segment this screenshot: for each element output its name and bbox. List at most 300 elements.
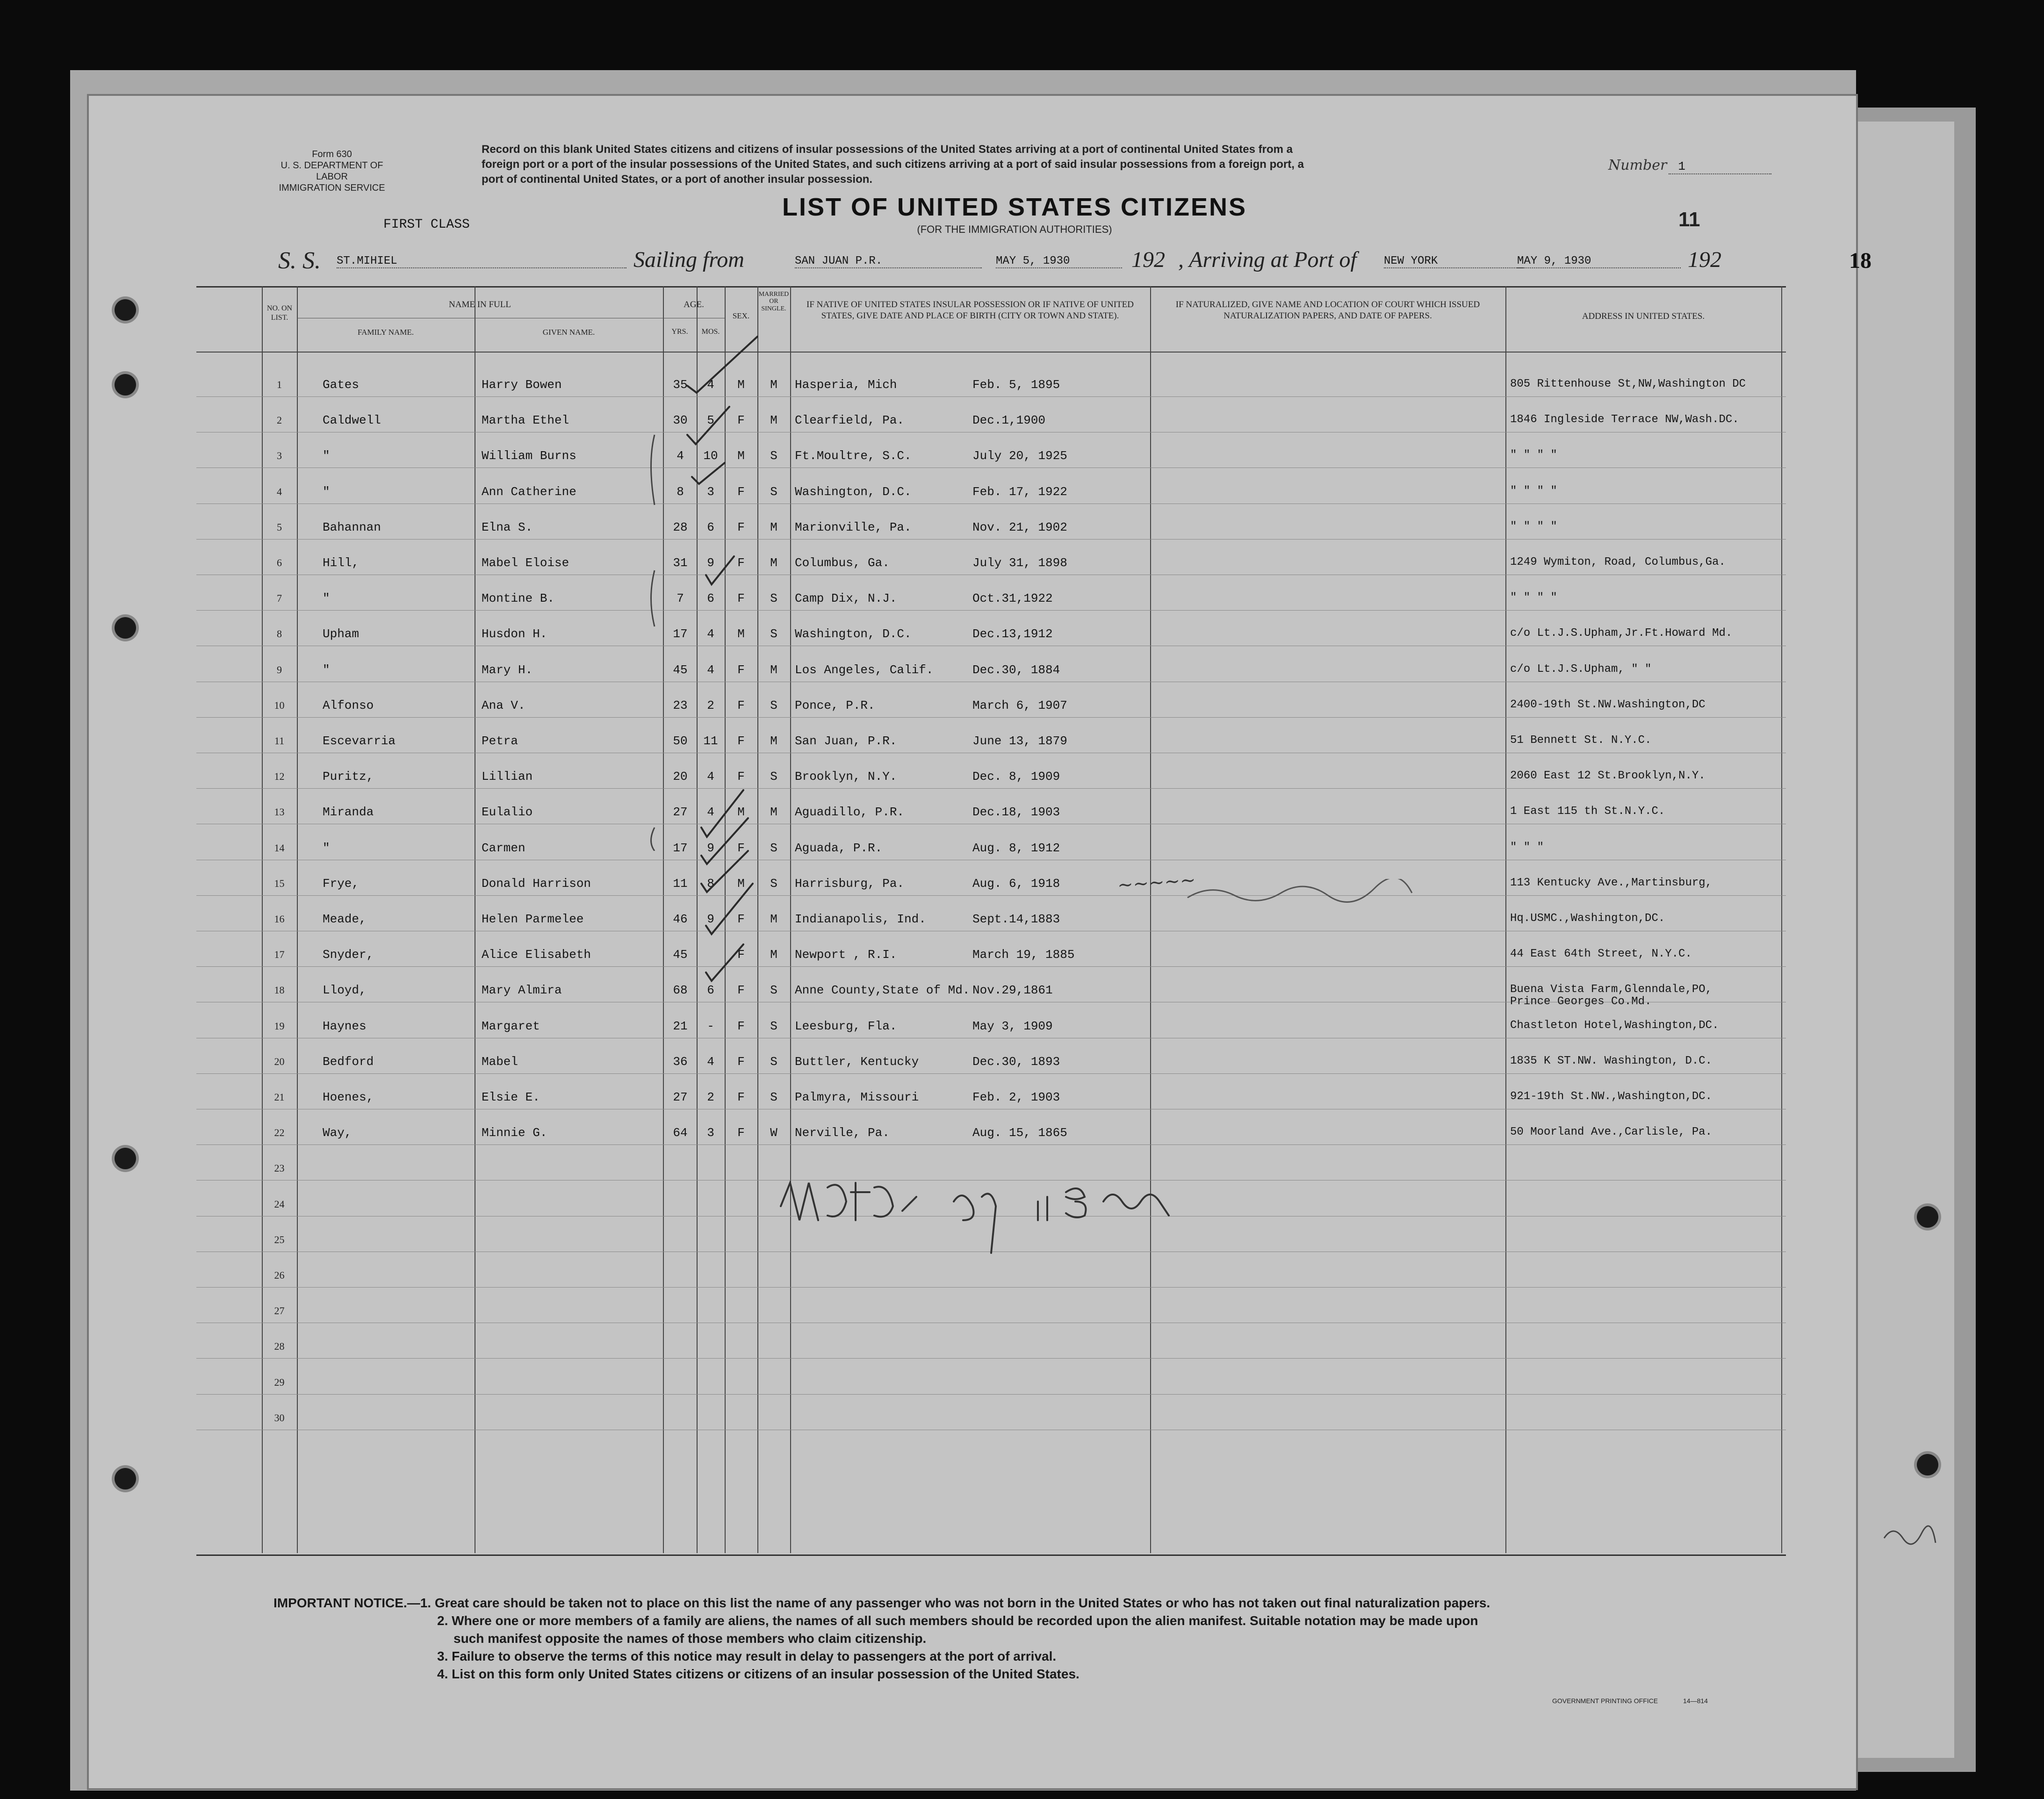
age-months-cell: 4 (707, 627, 714, 641)
col-header-married: MARRIED OR SINGLE. (758, 291, 789, 312)
row-number: 19 (274, 1020, 285, 1032)
given-name-cell: William Burns (482, 449, 576, 463)
given-name-cell: Margaret (482, 1019, 540, 1033)
marital-status-cell: M (770, 912, 777, 926)
binder-hole-icon (115, 1468, 136, 1490)
form-service: IMMIGRATION SERVICE (279, 183, 385, 193)
age-years-cell: 45 (673, 948, 688, 962)
row-number: 4 (277, 485, 282, 497)
row-number: 16 (274, 913, 285, 925)
col-divider (1781, 286, 1782, 1553)
marital-status-cell: M (770, 805, 777, 820)
from-port: SAN JUAN P.R. (795, 255, 982, 268)
address-cell: Buena Vista Farm,Glenndale,PO, (1510, 983, 1713, 996)
age-months-cell: 2 (707, 1090, 714, 1104)
col-header-naturalized: IF NATURALIZED, GIVE NAME AND LOCATION OF COURT WHICH ISSUED NATURALIZATION PAPERS, AND DATE OF PAPERS. (1175, 300, 1480, 321)
notice-item: 4. List on this form only United States citizens or citizens of an insular possession of the United States. (437, 1667, 1080, 1681)
given-name-cell: Montine B. (482, 591, 555, 606)
arrive-date: MAY 9, 1930 (1517, 255, 1681, 268)
row-number: 9 (277, 663, 282, 676)
col-header-birth: IF NATIVE OF UNITED STATES INSULAR POSSESSION OR IF NATIVE OF UNITED STATES, GIVE DATE AND PLACE OF BIRTH (CITY OR TOWN AND STATE). (806, 300, 1134, 321)
age-months-cell: 4 (707, 770, 714, 784)
birthplace-cell: Indianapolis, Ind. (795, 912, 926, 926)
address-cell: 1846 Ingleside Terrace NW,Wash.DC. (1510, 413, 1739, 426)
marital-status-cell: M (770, 413, 777, 428)
row-number: 5 (277, 521, 282, 533)
sex-cell: F (737, 912, 745, 926)
birthdate-cell: March 19, 1885 (972, 948, 1075, 962)
age-years-cell: 30 (673, 413, 688, 428)
birthplace-cell: San Juan, P.R. (795, 734, 897, 748)
birthdate-cell: Dec.13,1912 (972, 627, 1053, 641)
marital-status-cell: S (770, 983, 777, 998)
sailing-label: Sailing from (633, 247, 744, 272)
row-number: 2 (277, 414, 282, 426)
handwritten-signature (776, 1169, 1234, 1262)
header-bottom-rule (196, 352, 1786, 353)
family-name-cell: Escevarria (323, 734, 396, 748)
age-months-cell: 4 (707, 1054, 714, 1069)
row-number: 13 (274, 806, 285, 818)
birthdate-cell: Feb. 5, 1895 (972, 378, 1060, 392)
given-name-cell: Petra (482, 734, 518, 748)
age-years-cell: 64 (673, 1126, 688, 1140)
handwritten-remark (1183, 879, 1417, 907)
marital-status-cell: S (770, 1090, 777, 1104)
age-years-cell: 45 (673, 662, 688, 677)
sex-cell: F (737, 1054, 745, 1069)
sex-cell: M (737, 627, 745, 641)
marital-status-cell: M (770, 734, 777, 748)
col-header-family: FAMILY NAME. (357, 328, 414, 337)
marital-status-cell: M (770, 378, 777, 392)
sex-cell: F (737, 591, 745, 606)
age-months-cell: 9 (707, 841, 714, 855)
age-months-cell: 4 (707, 378, 714, 392)
row-number: 10 (274, 699, 285, 711)
handwritten-note: ~~~~~ (1116, 869, 1196, 896)
row-rule (196, 610, 1786, 611)
marital-status-cell: S (770, 698, 777, 712)
binder-hole-icon (1917, 1206, 1938, 1228)
family-name-cell: Hoenes, (323, 1090, 374, 1104)
address-cell: Hq.USMC.,Washington,DC. (1510, 912, 1665, 925)
birthplace-cell: Los Angeles, Calif. (795, 662, 934, 677)
family-name-cell: Meade, (323, 912, 367, 926)
notice-label: IMPORTANT NOTICE. (273, 1596, 407, 1610)
address-cell: 1249 Wymiton, Road, Columbus,Ga. (1510, 556, 1726, 568)
birthdate-cell: May 3, 1909 (972, 1019, 1053, 1033)
printer-imprint: GOVERNMENT PRINTING OFFICE (1552, 1697, 1658, 1705)
birthplace-cell: Camp Dix, N.J. (795, 591, 897, 606)
col-divider (1150, 286, 1151, 1553)
printer-code: 14—814 (1683, 1697, 1708, 1705)
ss-label: S. S. (278, 247, 321, 274)
sex-cell: F (737, 948, 745, 962)
row-rule (196, 1358, 1786, 1359)
family-name-cell: Gates (323, 378, 360, 392)
birthdate-cell: Dec.18, 1903 (972, 805, 1060, 820)
age-years-cell: 31 (673, 556, 688, 570)
family-name-cell: Hill, (323, 556, 360, 570)
age-years-cell: 36 (673, 1054, 688, 1069)
form-department: U. S. DEPARTMENT OF LABOR (281, 160, 383, 182)
age-months-cell: 11 (703, 734, 718, 748)
marital-status-cell: M (770, 556, 777, 570)
row-number: 11 (274, 735, 285, 747)
address-cell: 2400-19th St.NW.Washington,DC (1510, 698, 1706, 711)
notice-item: such manifest opposite the names of those members who claim citizenship. (453, 1631, 927, 1646)
address-cell: 1835 K ST.NW. Washington, D.C. (1510, 1054, 1713, 1067)
given-name-cell: Elna S. (482, 520, 533, 534)
address-cell: 1 East 115 th St.N.Y.C. (1510, 805, 1665, 818)
given-name-cell: Donald Harrison (482, 876, 591, 891)
intro-line: Record on this blank United States citizens and citizens of insular possessions of the United States arriving at a port of continental United States from a (482, 143, 1293, 156)
row-number: 29 (274, 1376, 285, 1388)
address-cell: c/o Lt.J.S.Upham, " " (1510, 662, 1652, 676)
notice-item: 3. Failure to observe the terms of this notice may result in delay to passengers at the port of arrival. (437, 1649, 1057, 1663)
given-name-cell: Alice Elisabeth (482, 948, 591, 962)
row-number: 20 (274, 1055, 285, 1067)
row-number: 15 (274, 877, 285, 889)
age-years-cell: 21 (673, 1019, 688, 1033)
address-cell: " " " (1510, 841, 1544, 854)
row-rule (196, 788, 1786, 789)
family-name-cell: Bahannan (323, 520, 381, 534)
birthplace-cell: Clearfield, Pa. (795, 413, 905, 428)
row-number: 22 (274, 1127, 285, 1139)
row-number: 6 (277, 557, 282, 568)
given-name-cell: Harry Bowen (482, 378, 562, 392)
age-months-cell: 5 (707, 413, 714, 428)
age-months-cell: 3 (707, 484, 714, 499)
age-years-cell: 35 (673, 378, 688, 392)
col-header-name: NAME IN FULL (449, 300, 511, 309)
row-rule (196, 396, 1786, 397)
given-name-cell: Lillian (482, 770, 533, 784)
birthdate-cell: Dec.30, 1893 (972, 1054, 1060, 1069)
col-header-mos: MOS. (701, 328, 720, 336)
row-number: 28 (274, 1340, 285, 1353)
col-header-yrs: YRS. (671, 328, 688, 336)
sex-cell: F (737, 1126, 745, 1140)
birthplace-cell: Aguada, P.R. (795, 841, 883, 855)
sex-cell: F (737, 413, 745, 428)
birthdate-cell: Dec.30, 1884 (972, 662, 1060, 677)
birthdate-cell: Aug. 6, 1918 (972, 876, 1060, 891)
page-subtitle: (FOR THE IMMIGRATION AUTHORITIES) (917, 223, 1112, 235)
birthdate-cell: June 13, 1879 (972, 734, 1067, 748)
number-label: Number (1608, 157, 1667, 173)
number-value: 1 (1669, 159, 1771, 174)
address-cell: 50 Moorland Ave.,Carlisle, Pa. (1510, 1126, 1713, 1139)
col-header-age: AGE. (684, 300, 704, 309)
sex-cell: F (737, 556, 745, 570)
age-months-cell: 6 (707, 983, 714, 998)
given-name-cell: Mabel Eloise (482, 556, 569, 570)
family-name-cell: " (323, 662, 330, 677)
intro-text (482, 142, 1557, 187)
birthplace-cell: Washington, D.C. (795, 627, 912, 641)
birthdate-cell: Feb. 17, 1922 (972, 484, 1067, 499)
given-name-cell: Mary Almira (482, 983, 562, 998)
row-number: 7 (277, 592, 282, 604)
given-name-cell: Helen Parmelee (482, 912, 584, 926)
address-cell: 51 Bennett St. N.Y.C. (1510, 734, 1652, 747)
address-cell: 44 East 64th Street, N.Y.C. (1510, 948, 1692, 961)
family-name-cell: Way, (323, 1126, 352, 1140)
sex-cell: M (737, 876, 745, 891)
row-number: 27 (274, 1305, 285, 1317)
birthdate-cell: Dec.1,1900 (972, 413, 1046, 428)
birthplace-cell: Hasperia, Mich (795, 378, 897, 392)
age-years-cell: 7 (677, 591, 684, 606)
birthdate-cell: Nov.29,1861 (972, 983, 1053, 998)
marital-status-cell: M (770, 520, 777, 534)
col-header-address: ADDRESS IN UNITED STATES. (1582, 311, 1705, 321)
address-cell: " " " " (1510, 591, 1557, 604)
row-number: 21 (274, 1091, 285, 1103)
given-name-cell: Mabel (482, 1054, 518, 1069)
sex-cell: F (737, 983, 745, 998)
sex-cell: F (737, 1090, 745, 1104)
form-number: Form 630 (312, 149, 352, 159)
birthplace-cell: Aguadillo, P.R. (795, 805, 905, 820)
birthplace-cell: Ft.Moultre, S.C. (795, 449, 912, 463)
age-years-cell: 8 (677, 484, 684, 499)
sex-cell: M (737, 449, 745, 463)
family-name-cell: Miranda (323, 805, 374, 820)
age-years-cell: 17 (673, 627, 688, 641)
address-cell: 2060 East 12 St.Brooklyn,N.Y. (1510, 770, 1706, 783)
marital-status-cell: S (770, 1019, 777, 1033)
row-rule (196, 717, 1786, 718)
given-name-cell: Carmen (482, 841, 525, 855)
age-months-cell: 9 (707, 912, 714, 926)
intro-line: foreign port or a port of the insular possessions of the United States, and such citizens arriving at a port of said insular possessions from a foreign port, a (482, 158, 1304, 171)
col-header-given: GIVEN NAME. (542, 328, 595, 337)
family-name-cell: " (323, 591, 330, 606)
age-years-cell: 11 (673, 876, 688, 891)
birthplace-cell: Nerville, Pa. (795, 1126, 890, 1140)
birthdate-cell: July 20, 1925 (972, 449, 1067, 463)
row-number: 18 (274, 984, 285, 996)
marital-status-cell: M (770, 662, 777, 677)
age-months-cell: 4 (707, 662, 714, 677)
family-name-cell: " (323, 484, 330, 499)
birthdate-cell: Aug. 15, 1865 (972, 1126, 1067, 1140)
row-number: 23 (274, 1162, 285, 1174)
family-name-cell: Frye, (323, 876, 360, 891)
sex-cell: F (737, 841, 745, 855)
birthdate-cell: Sept.14,1883 (972, 912, 1060, 926)
age-months-cell: 4 (707, 805, 714, 820)
sex-cell: M (737, 378, 745, 392)
address-cell: 805 Rittenhouse St,NW,Washington DC (1510, 378, 1746, 390)
birthdate-cell: Nov. 21, 1902 (972, 520, 1067, 534)
birthplace-cell: Ponce, P.R. (795, 698, 875, 712)
family-name-cell: Upham (323, 627, 360, 641)
marital-status-cell: S (770, 770, 777, 784)
age-years-cell: 46 (673, 912, 688, 926)
ship-name: ST.MIHIEL (337, 255, 626, 268)
given-name-cell: Husdon H. (482, 627, 547, 641)
age-months-cell: - (707, 1019, 714, 1033)
sex-cell: F (737, 770, 745, 784)
birthplace-cell: Washington, D.C. (795, 484, 912, 499)
row-number: 8 (277, 628, 282, 640)
margin-scribble (1879, 1515, 1940, 1552)
birthplace-cell: Brooklyn, N.Y. (795, 770, 897, 784)
row-rule (196, 1394, 1786, 1395)
family-name-cell: Caldwell (323, 413, 381, 428)
age-months-cell: 6 (707, 591, 714, 606)
to-port: NEW YORK (1384, 255, 1524, 268)
sex-cell: M (737, 805, 745, 820)
marital-status-cell: S (770, 1054, 777, 1069)
address-cell: 921-19th St.NW.,Washington,DC. (1510, 1090, 1713, 1103)
arriving-label: , Arriving at Port of (1178, 247, 1357, 272)
row-rule (196, 539, 1786, 540)
age-years-cell: 20 (673, 770, 688, 784)
page-corner-number: 18 (1849, 248, 1871, 273)
age-months-cell: 10 (703, 449, 718, 463)
notice-item: 2. Where one or more members of a family are aliens, the names of all such members should be recorded upon the alien manifest. Suitable notation may be made upon (437, 1613, 1478, 1628)
class-label: FIRST CLASS (383, 217, 470, 232)
given-name-cell: Martha Ethel (482, 413, 569, 428)
family-name-cell: " (323, 449, 330, 463)
row-number: 14 (274, 842, 285, 854)
year-prefix-2: 192 (1688, 247, 1721, 272)
adjacent-page-inner (1847, 122, 1954, 1758)
age-months-cell: 8 (707, 876, 714, 891)
binder-hole-icon (115, 374, 136, 396)
marital-status-cell: S (770, 841, 777, 855)
row-number: 17 (274, 949, 285, 961)
marital-status-cell: S (770, 627, 777, 641)
address-cell-line2: Prince Georges Co.Md. (1510, 995, 1652, 1008)
intro-line: port of continental United States, or a port of another insular possession. (482, 173, 873, 186)
sail-date: MAY 5, 1930 (996, 255, 1122, 268)
sex-cell: F (737, 1019, 745, 1033)
sex-cell: F (737, 520, 745, 534)
sex-cell: F (737, 698, 745, 712)
marital-status-cell: S (770, 449, 777, 463)
sex-cell: F (737, 734, 745, 748)
given-name-cell: Ana V. (482, 698, 525, 712)
number-field (1608, 157, 1771, 174)
col-divider (297, 286, 298, 1553)
birthplace-cell: Anne County,State of Md. (795, 983, 970, 998)
birthdate-cell: Oct.31,1922 (972, 591, 1053, 606)
birthdate-cell: Feb. 2, 1903 (972, 1090, 1060, 1104)
family-name-cell: Bedford (323, 1054, 374, 1069)
birthdate-cell: July 31, 1898 (972, 556, 1067, 570)
marital-status-cell: M (770, 948, 777, 962)
age-years-cell: 68 (673, 983, 688, 998)
birthplace-cell: Marionville, Pa. (795, 520, 912, 534)
row-number: 30 (274, 1411, 285, 1424)
birthplace-cell: Buttler, Kentucky (795, 1054, 919, 1069)
age-years-cell: 17 (673, 841, 688, 855)
address-cell: " " " " (1510, 484, 1557, 497)
sex-cell: F (737, 484, 745, 499)
family-brackets (645, 430, 664, 851)
row-number: 12 (274, 770, 285, 783)
form-block (276, 149, 388, 194)
age-years-cell: 28 (673, 520, 688, 534)
family-name-cell: Snyder, (323, 948, 374, 962)
col-divider (1505, 286, 1506, 1553)
family-name-cell: " (323, 841, 330, 855)
birthplace-cell: Leesburg, Fla. (795, 1019, 897, 1033)
row-number: 26 (274, 1269, 285, 1281)
birthplace-cell: Palmyra, Missouri (795, 1090, 919, 1104)
birthplace-cell: Newport , R.I. (795, 948, 897, 962)
row-rule (196, 1287, 1786, 1288)
marital-status-cell: S (770, 591, 777, 606)
given-name-cell: Elsie E. (482, 1090, 540, 1104)
notice-line-1 (273, 1594, 1816, 1612)
given-name-cell: Ann Catherine (482, 484, 576, 499)
row-rule (196, 966, 1786, 967)
age-months-cell: 9 (707, 556, 714, 570)
marital-status-cell: W (770, 1126, 777, 1140)
col-header-sex: SEX. (732, 311, 750, 320)
row-number: 25 (274, 1233, 285, 1245)
family-name-cell: Lloyd, (323, 983, 367, 998)
row-number: 1 (277, 379, 282, 390)
row-number: 24 (274, 1198, 285, 1210)
age-years-cell: 4 (677, 449, 684, 463)
binder-hole-icon (115, 617, 136, 639)
notice-item: —1. Great care should be taken not to place on this list the name of any passenger who was not born in the United States or who has not taken out final naturalization papers. (407, 1596, 1490, 1610)
birthplace-cell: Harrisburg, Pa. (795, 876, 905, 891)
row-rule (196, 895, 1786, 896)
tally-checkmarks (655, 323, 823, 1057)
given-name-cell: Eulalio (482, 805, 533, 820)
sex-cell: F (737, 662, 745, 677)
given-name-cell: Minnie G. (482, 1126, 547, 1140)
given-name-cell: Mary H. (482, 662, 533, 677)
address-cell: " " " " (1510, 449, 1557, 462)
address-cell: 113 Kentucky Ave.,Martinsburg, (1510, 876, 1713, 889)
row-number: 3 (277, 450, 282, 462)
age-months-cell: 3 (707, 1126, 714, 1140)
family-name-cell: Puritz, (323, 770, 374, 784)
page-stamp: 11 (1678, 208, 1700, 231)
row-rule (196, 1073, 1786, 1074)
marital-status-cell: S (770, 876, 777, 891)
row-rule (196, 1144, 1786, 1145)
age-months-cell: 2 (707, 698, 714, 712)
address-cell: c/o Lt.J.S.Upham,Jr.Ft.Howard Md. (1510, 627, 1733, 640)
binder-hole-icon (115, 299, 136, 321)
binder-hole-icon (1917, 1454, 1938, 1475)
age-years-cell: 50 (673, 734, 688, 748)
family-name-cell: Haynes (323, 1019, 367, 1033)
address-cell: " " " " (1510, 520, 1557, 533)
age-months-cell: 6 (707, 520, 714, 534)
age-years-cell: 27 (673, 805, 688, 820)
birthplace-cell: Columbus, Ga. (795, 556, 890, 570)
address-cell: Chastleton Hotel,Washington,DC. (1510, 1019, 1719, 1032)
col-header-no: NO. ON LIST. (266, 304, 293, 322)
birthdate-cell: Dec. 8, 1909 (972, 770, 1060, 784)
birthdate-cell: Aug. 8, 1912 (972, 841, 1060, 855)
marital-status-cell: S (770, 484, 777, 499)
important-notice (273, 1594, 1816, 1683)
